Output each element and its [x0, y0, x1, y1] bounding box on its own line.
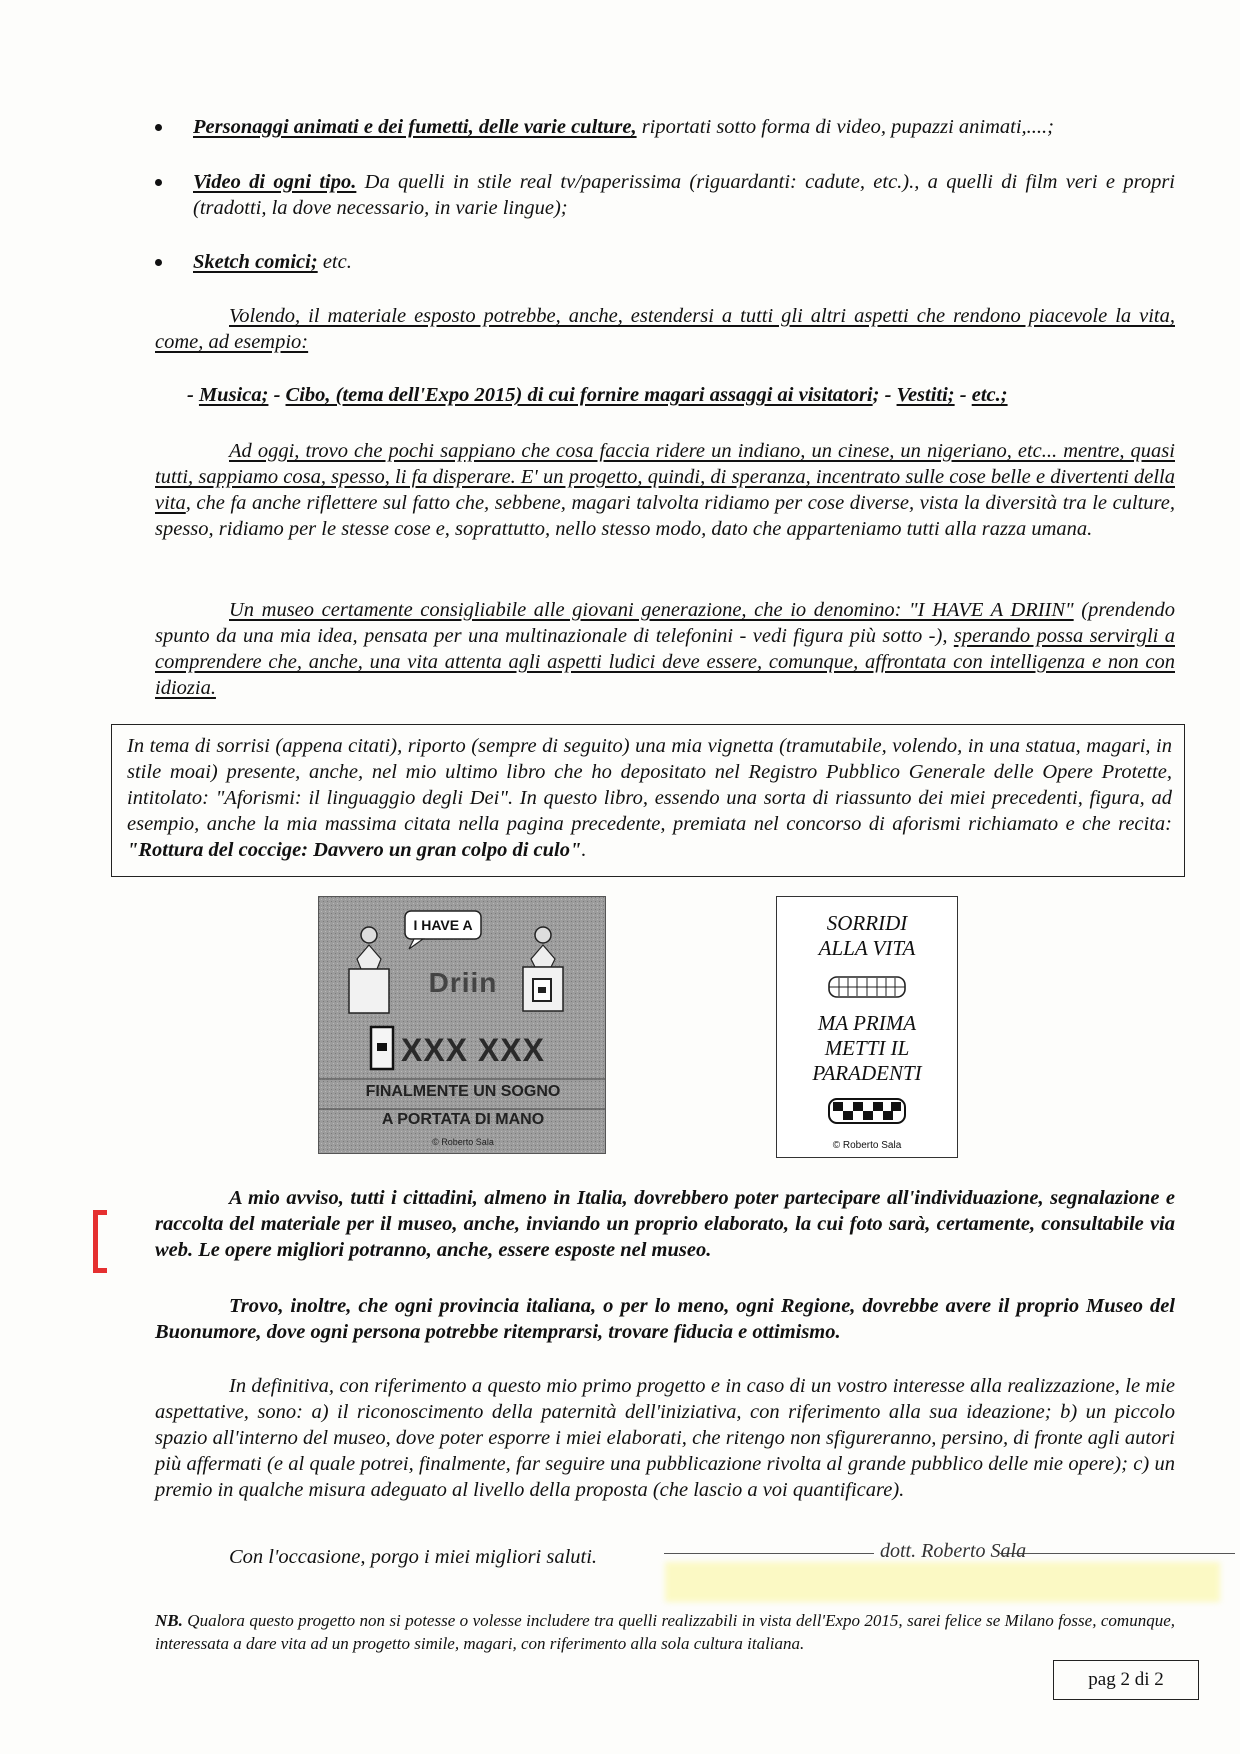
extension-paragraph: Volendo, il materiale esposto potrebbe, anche, estendersi a tutti gli altri aspetti che rendono piacevole la vita, come, ad esempio:	[155, 305, 1175, 353]
phone-number: XXX XXX	[401, 1032, 545, 1068]
mouthguard-icon	[827, 1096, 907, 1126]
figure-bottom-line-1: MA PRIMA	[817, 1011, 917, 1035]
bullet-text: etc.	[317, 251, 352, 273]
figure-author: © Roberto Sala	[432, 1137, 494, 1147]
nb-label: NB.	[155, 1611, 183, 1630]
items-line	[187, 382, 1177, 408]
figure-bottom-line-3: PARADENTI	[812, 1061, 922, 1085]
paragraph-museum	[155, 597, 1175, 701]
item-clothes: Vestiti;	[896, 384, 955, 406]
items-dash: -	[187, 384, 199, 406]
paragraph-museum-plain: (prendendo spunto da una mia idea, pensata per una multinazionale di telefonini - vedi figura più sotto -),	[155, 599, 1175, 647]
items-separator: -	[954, 384, 972, 406]
bullet-title: Video di ogni tipo.	[193, 171, 357, 193]
boxed-end: .	[581, 839, 587, 861]
bubble-text: I HAVE A	[413, 917, 473, 933]
boxed-paragraph	[111, 724, 1185, 877]
bullet-dot-icon	[155, 179, 162, 186]
bullet-item	[155, 169, 1175, 221]
paragraph-today-underlined: Ad oggi, trovo che pochi sappiano che cosa faccia ridere un indiano, un cinese, un nigeriano, etc... mentre, quasi tutti, sappiamo cosa, spesso, li fa disperare. E' un progetto, quindi, di speranza, incentrato sulle cose belle e divertenti della vita	[155, 440, 1175, 514]
figure-bottom-line-2: METTI IL	[824, 1036, 910, 1060]
nb-note	[155, 1609, 1175, 1655]
paragraph-museum-underlined: sperando possa servirgli a comprendere che, anche, una vita attenta agli aspetti ludici deve essere, comunque, affrontata con intelligenza e non con idiozia.	[155, 625, 1175, 699]
bullet-item	[155, 249, 1175, 275]
paragraph-museum-underlined: Un museo certamente consigliabile alle giovani generazione, che io denomino: "I HAVE A DRIIN"	[229, 599, 1074, 621]
closing-paragraph: In definitiva, con riferimento a questo mio primo progetto e in caso di un vostro interesse alla realizzazione, le mie aspettative, sono: a) il riconoscimento della paternità dell'iniziativa, con riferimento alla sua ideazione; b) un piccolo spazio all'interno del museo, dove poter esporre i miei elaborati, che ritengo non sfigureranno, persino, di fronte agli autori più affermati (e al quale potrei, finalmente, far seguire una pubblicazione rivolta al grande pubblico delle mie opere); c) un premio in qualche misura adeguato al livello della proposta (che lascio a voi quantificare).	[155, 1375, 1175, 1501]
driin-word: Driin	[428, 967, 498, 998]
bullet-text: riportati sotto forma di video, pupazzi animati,....;	[636, 116, 1054, 138]
figure-author: © Roberto Sala	[832, 1140, 902, 1151]
item-etc: etc.;	[971, 384, 1008, 406]
nb-text: Qualora questo progetto non si potesse o volesse includere tra quelli realizzabili in vista dell'Expo 2015, sarei felice se Milano fosse, comunque, interessata a dare vita ad un progetto simile, magari, con riferimento alla sola cultura italiana.	[155, 1611, 1175, 1653]
item-music: Musica;	[198, 384, 269, 406]
signature-line	[664, 1553, 874, 1554]
bullet-text: Da quelli in stile real tv/paperissima (riguardanti: cadute, etc.)., a quelli di film veri e propri (tradotti, la dove necessario, in varie lingue);	[193, 171, 1175, 219]
figure-top-line-1: SORRIDI	[826, 911, 908, 935]
greeting-line: Con l'occasione, porgo i miei migliori saluti.	[229, 1546, 598, 1568]
figure-sorridi-alla-vita	[776, 896, 958, 1158]
boxed-text: In tema di sorrisi (appena citati), riporto (sempre di seguito) una mia vignetta (tramutabile, volendo, in una statua, magari, in stile moai) presente, anche, nel mio ultimo libro che ho depositato nel Registro Pubblico Generale delle Opere Protette, intitolato: "Aforismi: il linguaggio degli Dei". In questo libro, essendo una sorta di riassunto dei miei precedenti, figura, ad esempio, anche la mia massima citata nella pagina precedente, premiata nel concorso di aforismi richiamato e che recita:	[127, 735, 1172, 835]
bullet-title: Personaggi animati e dei fumetti, delle varie culture,	[193, 116, 637, 138]
bullet-dot-icon	[155, 124, 162, 131]
bold-paragraph-participation: A mio avviso, tutti i cittadini, almeno in Italia, dovrebbero poter partecipare all'individuazione, segnalazione e raccolta del materiale per il museo, anche, inviando un proprio elaborato, la cui foto sarà, certamente, consultabile via web. Le opere migliori potranno, anche, essere esposte nel museo.	[155, 1187, 1175, 1261]
items-dash: -	[268, 384, 286, 406]
highlight-mark	[665, 1562, 1220, 1602]
red-bracket-mark	[93, 1210, 107, 1273]
phone-icon	[371, 1027, 393, 1069]
item-food: Cibo, (tema dell'Expo 2015) di cui fornire magari assaggi ai visitatori	[285, 384, 873, 406]
bold-paragraph-provinces: Trovo, inoltre, che ogni provincia italiana, o per lo meno, ogni Regione, dovrebbe avere il proprio Museo del Buonumore, dove ogni persona potrebbe ritemprarsi, trovare fiducia e ottimismo.	[155, 1295, 1175, 1343]
figure-i-have-a-driin	[318, 896, 606, 1154]
items-separator: ; -	[872, 384, 897, 406]
paragraph-today-rest: , che fa anche riflettere sul fatto che, sebbene, magari talvolta ridiamo per cose diverse, vista la diversità tra le culture, spesso, ridiamo per le stesse cose e, soprattutto, nello stesso modo, dato che apparteniamo tutti alla razza umana.	[155, 492, 1175, 540]
bullet-title: Sketch comici;	[193, 251, 318, 273]
bullet-dot-icon	[155, 259, 162, 266]
bullet-item	[155, 114, 1175, 140]
slogan-line-2: A PORTATA DI MANO	[381, 1111, 545, 1128]
smile-teeth-icon	[827, 973, 907, 1001]
boxed-quote: "Rottura del coccige: Davvero un gran colpo di culo"	[127, 839, 582, 861]
signature: dott. Roberto Sala	[880, 1540, 1027, 1562]
figure-top-line-2: ALLA VITA	[818, 936, 916, 960]
paragraph-today	[155, 438, 1175, 542]
page-number: pag 2 di 2	[1053, 1660, 1199, 1700]
signature-line	[1000, 1553, 1235, 1554]
slogan-line-1: FINALMENTE UN SOGNO	[365, 1083, 561, 1100]
